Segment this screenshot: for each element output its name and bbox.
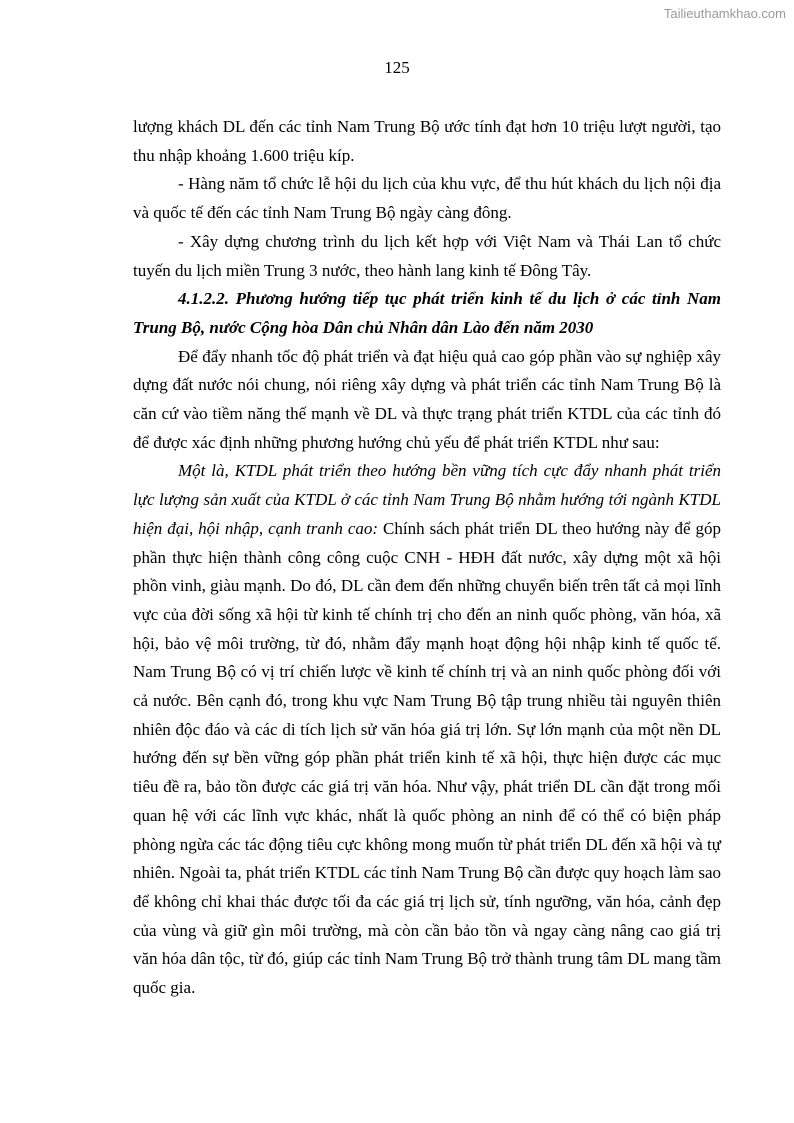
document-body bbox=[133, 113, 721, 1003]
paragraph: lượng khách DL đến các tỉnh Nam Trung Bộ ước tính đạt hơn 10 triệu lượt người, tạo thu nhập khoảng 1.600 triệu kíp. bbox=[133, 117, 721, 165]
paragraph bbox=[133, 457, 721, 1002]
watermark: Tailieuthamkhao.com bbox=[663, 6, 786, 21]
italic-lead-text: Một là, KTDL phát triển theo hướng bền vững tích cực đẩy nhanh phát triển lực lượng sản xuất của KTDL ở các tỉnh Nam Trung Bộ nhằm hướng tới ngành KTDL hiện đại, hội nhập, cạnh tranh cao: bbox=[133, 461, 721, 538]
paragraph: Để đẩy nhanh tốc độ phát triển và đạt hiệu quả cao góp phần vào sự nghiệp xây dựng đất nước nói chung, nói riêng xây dựng và phát triển các tỉnh Nam Trung Bộ là căn cứ vào tiềm năng thế mạnh về DL và thực trạng phát triển KTDL của các tỉnh đó để được xác định những phương hướng chủ yếu để phát triển KTDL như sau: bbox=[133, 346, 721, 452]
paragraph: - Xây dựng chương trình du lịch kết hợp với Việt Nam và Thái Lan tổ chức tuyến du lịch miền Trung 3 nước, theo hành lang kinh tế Đông Tây. bbox=[133, 231, 721, 280]
section-heading: 4.1.2.2. Phương hướng tiếp tục phát triển kinh tế du lịch ở các tỉnh Nam Trung Bộ, nước Cộng hòa Dân chủ Nhân dân Lào đến năm 2030 bbox=[133, 289, 721, 337]
paragraph: - Hàng năm tổ chức lễ hội du lịch của khu vực, để thu hút khách du lịch nội địa và quốc tế đến các tỉnh Nam Trung Bộ ngày càng đông. bbox=[133, 174, 721, 223]
page-number: 125 bbox=[384, 58, 410, 77]
paragraph-text: Chính sách phát triển DL theo hướng này để góp phần thực hiện thành công công cuộc CNH - HĐH đất nước, xây dựng một xã hội phồn vinh, giàu mạnh. Do đó, DL cần đem đến những chuyển biến trên tất cả mọi lĩnh vực của đời sống xã hội từ kinh tế chính trị cho đến an ninh quốc phòng, văn hóa, xã hội, bảo vệ môi trường, từ đó, nhằm đẩy mạnh hoạt động hội nhập kinh tế quốc tế. Nam Trung Bộ có vị trí chiến lược về kinh tế chính trị và an ninh quốc phòng đối với cả nước. Bên cạnh đó, trong khu vực Nam Trung Bộ tập trung nhiều tài nguyên thiên nhiên độc đáo và các di tích lịch sử văn hóa giá trị lớn. Sự lớn mạnh của một nền DL hướng đến sự bền vững góp phần phát triển kinh tế xã hội, thực hiện được các mục tiêu đề ra, bảo tồn được các giá trị văn hóa. Như vậy, phát triển DL cần đặt trong mối quan hệ với các lĩnh vực khác, nhất là quốc phòng an ninh để có thể có biện pháp phòng ngừa các tác động tiêu cực không mong muốn từ phát triển DL đến xã hội và tự nhiên. Ngoài ta, phát triển KTDL các tỉnh Nam Trung Bộ cần được quy hoạch làm sao để không chỉ khai thác được tối đa các giá trị lịch sử, tính ngưỡng, văn hóa, cảnh đẹp của vùng và giữ gìn môi trường, mà còn cần bảo tồn và ngay càng nâng cao giá trị văn hóa dân tộc, từ đó, giúp các tỉnh Nam Trung Bộ trở thành trung tâm DL mang tầm quốc gia. bbox=[133, 518, 721, 998]
